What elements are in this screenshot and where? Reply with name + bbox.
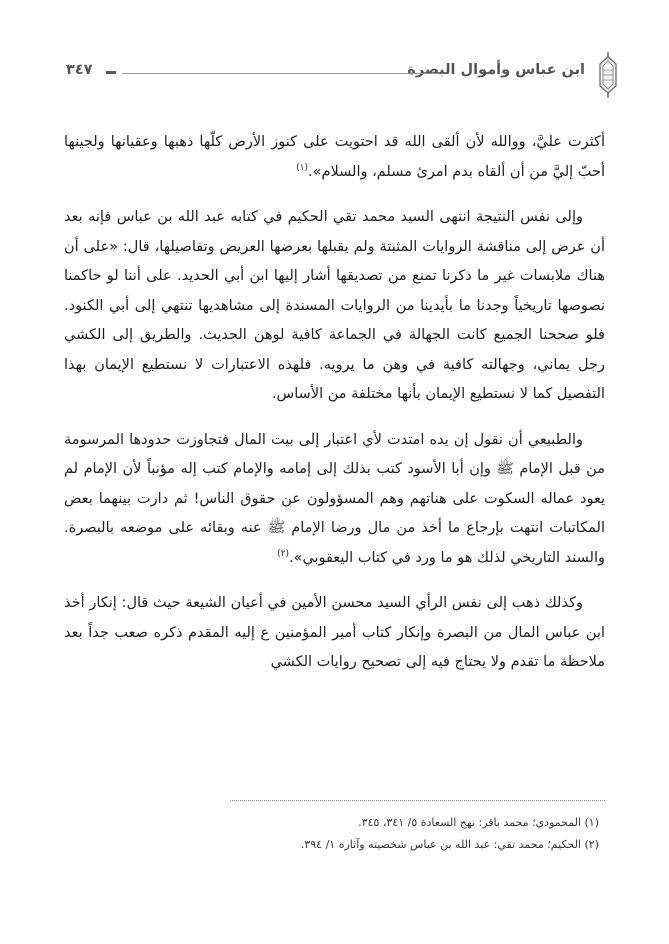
running-title: ابن عباس وأموال البصرة: [407, 62, 585, 78]
footnote-mark: (٢): [277, 548, 289, 559]
footnote: (١) المحمودي؛ محمد باقر: نهج السعادة ٥/ ٣٤١، ٣٤٥.: [358, 816, 599, 829]
main-text: [64, 128, 605, 694]
page-number-dash: [106, 71, 116, 74]
header-rule: [122, 73, 439, 74]
paragraph: أكثرت عليَّ، ووالله لأن ألقى الله قد احتويت على كنوز الأرض كلّها ذهبها وعقيانها ولجينها أحبّ إليَّ من أن ألقاه بدم امرئ مسلم، والسلام».$^{(١)}$: [64, 134, 605, 180]
paragraph: وكذلك ذهب إلى نفس الرأي السيد محسن الأمين في أعيان الشيعة حيث قال: إنكار أخذ ابن عباس المال من البصرة وإنكار كتاب أمير المؤمنين ع إليه المقدم ذكره صعب جداً بعد ملاحظة ما تقدم ولا يحتاج فيه إلى تصحيح روايات الكشي: [64, 595, 605, 670]
paragraph: والطبيعي أن نقول إن يده امتدت لأي اعتبار إلى بيت المال فتجاوزت حدودها المرسومة من قبل الإمام ﷺ وإن أبا الأسود كتب بذلك إلى إمامه والإمام كتب إله مؤنباً لأن الإمام لم يعود عماله السكوت على هناتهم وهم المسؤولون عن حقوق الناس! ثم دارت بينهما بعض المكاتبات انتهت بإرجاع ما أخذ من مال ورضا الإمام ﷺ عنه وبقائه على موضعه بالبصرة. والسند التاريخي لذلك هو ما ورد في كتاب اليعقوبي».$^{(٢)}$: [64, 431, 605, 566]
footnotes: [64, 812, 599, 856]
footnote: (٢) الحكيم؛ محمد تقي: عبد الله بن عباس شخصيته وآثاره ١/ ٣٩٤.: [300, 838, 599, 851]
footnote-mark: (١): [296, 162, 308, 173]
page-header: [66, 52, 619, 98]
footnote-separator: [230, 800, 605, 801]
paragraph: وإلى نفس النتيجة انتهى السيد محمد تقي الحكيم في كتابه عبد الله بن عباس فإنه بعد أن عرض إلى مناقشة الروايات المثبتة ولم يقبلها بعرضها العريض وتفاصيلها، قال: «على أن هناك ملابسات غير ما ذكرنا تمنع من تصديقها أشار إليها ابن أبي الحديد. على أننا لو حاكمنا نصوصها تاريخياً وجدنا ما بأيدينا من الروايات المسندة إلى مشاهديها تنتهي إلى أبي الكنود. فلو صححنا الجميع كانت الجهالة في الجماعة كافية لوهن الحديث. والطريق إلى الكشي رجل يماني، وجهالته كافية في وهن ما يرويه. فلهذه الاعتبارات لا نستطيع الإيمان بهذا التفصيل كما لا نستطيع الإيمان بأنها مختلفة من الأساس.: [64, 209, 605, 402]
lantern-ornament-icon: [597, 52, 619, 98]
page-number: ٣٤٧: [66, 62, 93, 78]
